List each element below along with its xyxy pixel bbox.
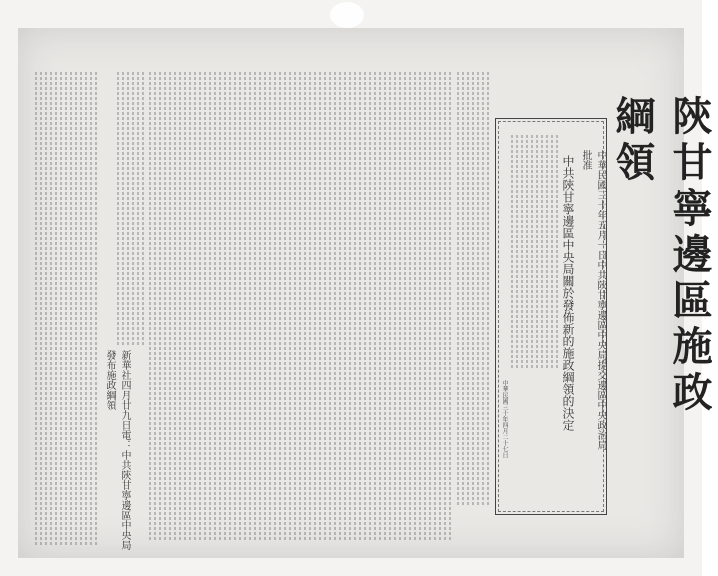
decision-date: 中華民國三十年四月二十七日 (501, 380, 508, 458)
document-subtitle: 中華民國三十年五月一日中共陝甘寧邊區中央局提交邊區中央政治局批准 (580, 150, 606, 450)
document-title: 陝甘寧邊區施政綱領 (609, 95, 713, 417)
news-notice-heading: 新華社四月廿九日電：中共陝甘寧邊區中央局發布施政綱領 (104, 350, 130, 550)
decision-title: 中共陝甘寧邊區中央局關於發佈新的施政綱領的決定 (561, 155, 575, 431)
